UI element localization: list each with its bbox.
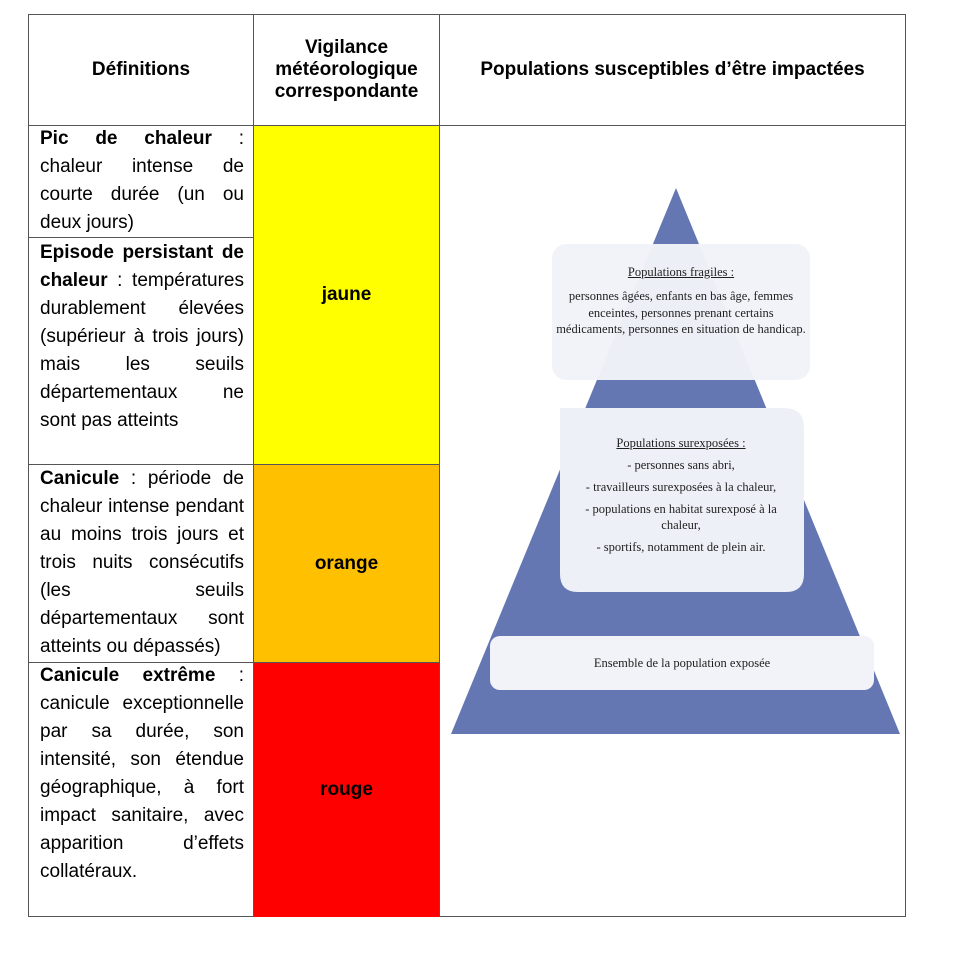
definition-term: Canicule <box>40 468 120 489</box>
tier-surexposees-item: - populations en habitat surexposé à la chaleur, <box>585 502 777 532</box>
tier-surexposees <box>568 435 794 561</box>
definition-text: chaleur intense de courte durée (un ou deux jours) <box>40 156 244 233</box>
definition-term: Pic de chaleur <box>40 128 212 149</box>
header-vigilance-line: correspondante <box>274 81 419 102</box>
header-definitions <box>29 15 253 125</box>
definition-separator: : <box>119 468 148 489</box>
vigilance-rouge-cell <box>254 663 439 917</box>
header-vigilance <box>254 15 439 125</box>
vigilance-jaune-cell <box>254 126 439 464</box>
header-vigilance-line: météorologique <box>275 59 418 80</box>
vigilance-level-label: jaune <box>321 284 372 305</box>
header-definitions-label: Définitions <box>91 59 191 80</box>
header-populations-label: Populations susceptibles d’être impactées <box>480 59 865 80</box>
definition-separator: : <box>215 665 245 686</box>
row-divider <box>28 237 254 238</box>
definition-episode-persistant <box>40 239 244 435</box>
tier-ensemble-text: Ensemble de la population exposée <box>593 656 771 670</box>
tier-surexposees-item: - personnes sans abri, <box>627 458 735 472</box>
definition-term: Canicule extrême <box>40 665 216 686</box>
tier-surexposees-item: - sportifs, notamment de plein air. <box>596 540 766 554</box>
definition-separator: : <box>211 128 244 149</box>
tier-fragiles-text: personnes âgées, enfants en bas âge, femmes enceintes, personnes prenant certains médicaments, personnes en situation de handicap. <box>556 289 806 336</box>
vigilance-level-label: orange <box>314 552 379 574</box>
tier-ensemble <box>490 655 874 672</box>
definition-canicule-extreme <box>40 662 244 886</box>
header-populations <box>440 15 905 125</box>
tier-surexposees-item: - travailleurs surexposées à la chaleur, <box>585 480 777 494</box>
vigilance-orange-cell <box>254 465 439 662</box>
tier-fragiles-title: Populations fragiles : <box>627 265 735 279</box>
definition-text: période de chaleur intense pendant au moins trois jours et trois nuits consécutifs (les seuils départementaux sont atteints ou dépassés) <box>40 468 244 657</box>
definition-term: Episode persistant de chaleur <box>40 242 244 291</box>
tier-surexposees-title: Populations surexposées : <box>616 436 746 450</box>
definition-text: canicule exceptionnelle par sa durée, son intensité, son étendue géographique, à fort impact sanitaire, avec apparition d’effets collatéraux. <box>40 693 244 882</box>
header-vigilance-line: Vigilance <box>304 37 389 58</box>
definition-text: températures durablement élevées (supérieur à trois jours) mais les seuils départementaux ne sont pas atteints <box>40 270 244 431</box>
tier-fragiles <box>556 264 806 338</box>
definition-canicule <box>40 465 244 661</box>
definition-pic-de-chaleur <box>40 125 244 237</box>
definition-separator: : <box>107 270 133 291</box>
vigilance-level-label: rouge <box>320 779 373 800</box>
